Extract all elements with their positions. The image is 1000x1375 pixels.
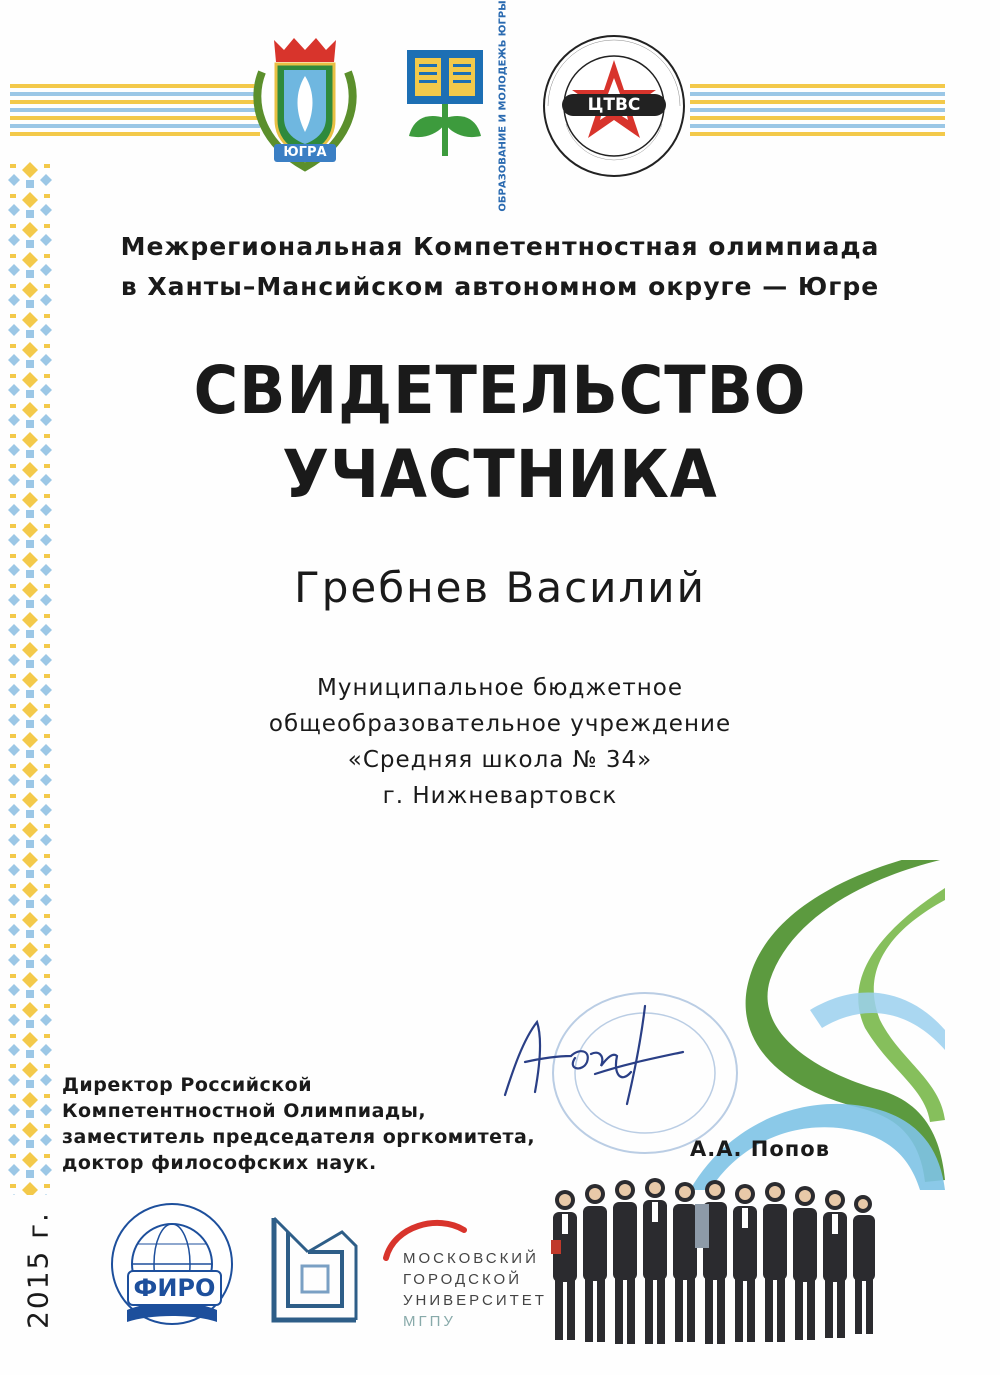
education-ministry-logo xyxy=(405,0,525,212)
university-line4: МГПУ xyxy=(403,1313,456,1330)
signatory-title-line4: доктор философских наук. xyxy=(62,1152,377,1174)
education-ministry-caption xyxy=(489,0,517,212)
education-ministry-text: ОБРАЗОВАНИЕ И МОЛОДЕЖЬ ЮГРЫ xyxy=(497,0,509,212)
yugra-coat-of-arms-logo xyxy=(250,32,360,177)
school-line4: г. Нижневартовск xyxy=(382,783,618,809)
cube-frame-logo xyxy=(268,1212,363,1327)
school-line1: Муниципальное бюджетное xyxy=(317,675,683,701)
university-line3: УНИВЕРСИТЕТ xyxy=(403,1292,547,1309)
certificate-title-line2: УЧАСТНИКА xyxy=(282,436,718,513)
year-label xyxy=(18,1205,58,1335)
firo-logo xyxy=(105,1200,240,1335)
signature xyxy=(495,1000,685,1110)
university-line1: МОСКОВСКИЙ xyxy=(403,1250,539,1267)
ctvs-logo xyxy=(540,32,688,180)
certificate-title-line1: СВИДЕТЕЛЬСТВО xyxy=(193,352,807,429)
school-line3: «Средняя школа № 34» xyxy=(347,747,653,773)
olympiad-title-line1: Межрегиональная Компетентностная олимпиада xyxy=(120,232,880,261)
ctvs-abbr: ЦТВС xyxy=(562,94,666,116)
signatory-title-line2: Компетентностной Олимпиады, xyxy=(62,1100,427,1122)
year-text: 2015 г. xyxy=(21,1211,55,1329)
yugra-banner: ЮГРА xyxy=(274,144,336,162)
university-line2: ГОРОДСКОЙ xyxy=(403,1271,522,1288)
people-group-illustration xyxy=(545,1170,885,1350)
signatory-name: А.А. Попов xyxy=(690,1137,830,1161)
signatory-title-line3: заместитель председателя оргкомитета, xyxy=(62,1126,536,1148)
olympiad-title-line2: в Ханты–Мансийском автономном округе — Югре xyxy=(120,272,880,301)
school-line2: общеобразовательное учреждение xyxy=(268,711,732,737)
firo-abbr: ФИРО xyxy=(127,1270,222,1306)
signatory-title-line1: Директор Российской xyxy=(62,1074,313,1096)
participant-name: Гребнев Василий xyxy=(294,563,706,612)
